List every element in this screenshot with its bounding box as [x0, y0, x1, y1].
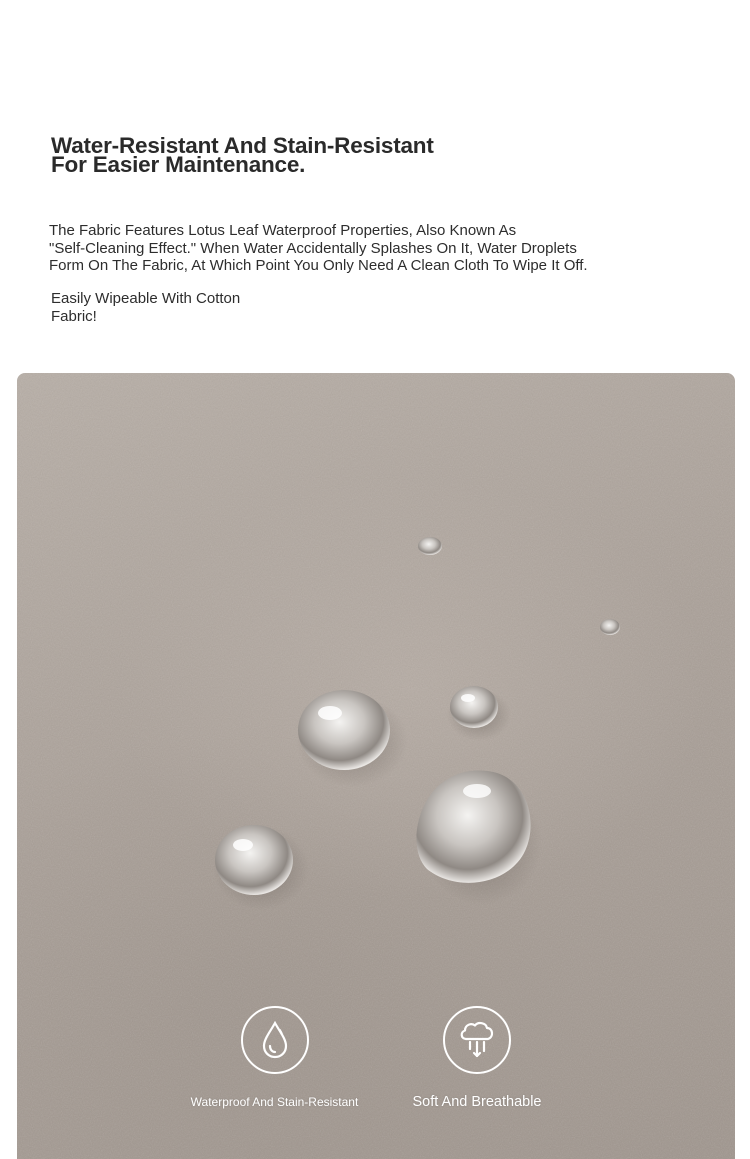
note-line-2: Fabric!	[51, 308, 97, 325]
description-line-1: The Fabric Features Lotus Leaf Waterproof Properties, Also Known As	[49, 222, 517, 239]
feature-label-waterproof: Waterproof And Stain-Resistant	[190, 1095, 359, 1109]
headline-line-2: For Easier Maintenance.	[51, 152, 306, 177]
water-drop-icon	[241, 1006, 309, 1074]
breathable-cloud-icon	[443, 1006, 511, 1074]
feature-label-breathable: Soft And Breathable	[412, 1094, 542, 1110]
water-droplets-illustration	[17, 373, 735, 1159]
fabric-description	[49, 222, 669, 275]
description-line-2: "Self-Cleaning Effect." When Water Accidentally Splashes On It, Water Droplets	[49, 239, 577, 257]
fabric-droplets-photo	[17, 373, 735, 1159]
section-headline	[51, 133, 491, 177]
note-line-1: Easily Wipeable With Cotton	[51, 290, 241, 307]
wipe-note	[51, 290, 311, 326]
feature-waterproof	[182, 1006, 367, 1109]
description-line-3: Form On The Fabric, At Which Point You Only Need A Clean Cloth To Wipe It Off.	[49, 257, 588, 274]
headline-line-1: Water-Resistant And Stain-Resistant	[51, 133, 434, 158]
feature-breathable	[402, 1006, 552, 1110]
